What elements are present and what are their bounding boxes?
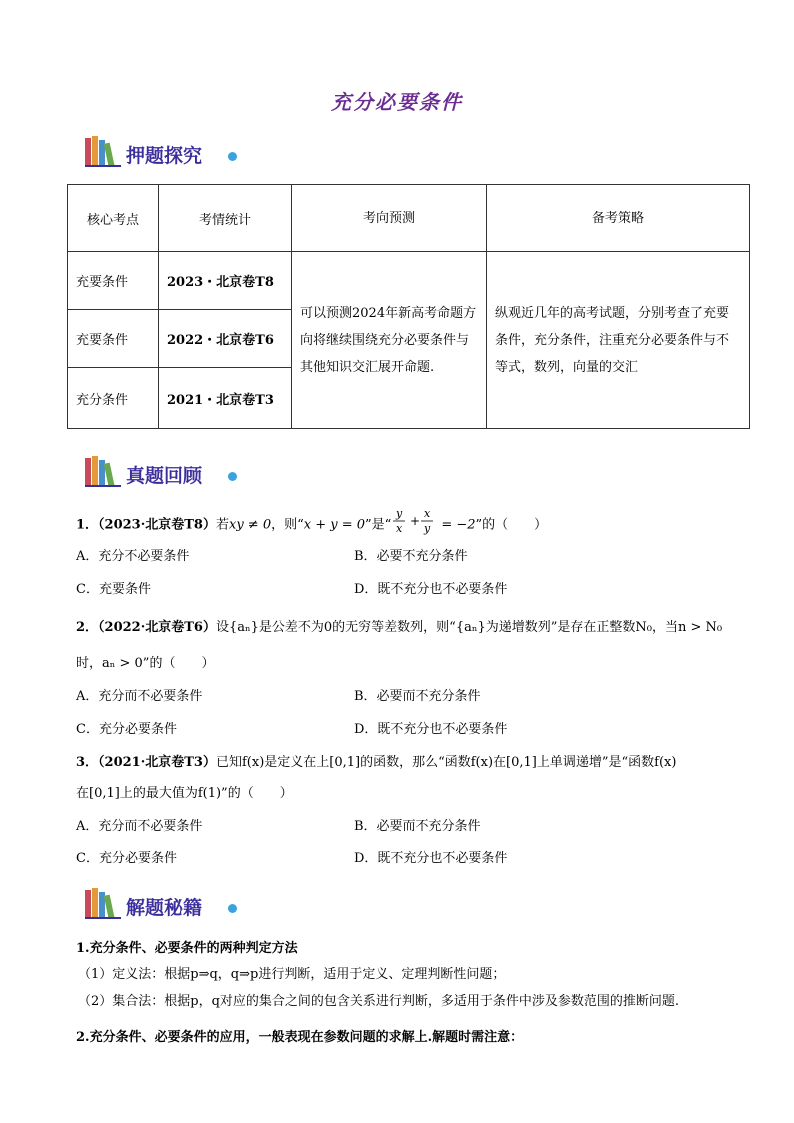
books-icon <box>84 886 124 920</box>
exam-analysis-table <box>67 184 750 429</box>
secret-para-2: （2）集合法：根据p，q对应的集合之间的包含关系进行判断，多适用于条件中涉及参数范围的推断问题. <box>78 994 680 1009</box>
option-b: B．必要不充分条件 <box>354 549 468 564</box>
option-c: C．充要条件 <box>76 582 151 597</box>
option-d: D．既不充分也不必要条件 <box>354 722 508 737</box>
header-cell: 核心考点 <box>68 185 159 252</box>
question-3 <box>76 751 676 770</box>
question-1 <box>76 508 547 542</box>
point-cell: 充要条件 <box>68 310 159 368</box>
section-dot <box>228 904 237 913</box>
question-text: 设{aₙ}是公差不为0的无穷等差数列，则“{aₙ}为递增数列”是存在正整数N₀，当n > N₀ <box>215 620 723 635</box>
stat-cell: 2022・北京卷T6 <box>159 310 292 368</box>
secret-para-1: （1）定义法：根据p⇒q，q⇒p进行判断，适用于定义、定理判断性问题； <box>78 967 506 982</box>
header-cell: 考向预测 <box>292 185 487 252</box>
section-title: 押题探究 <box>126 145 203 167</box>
question-3-line2: 在[0,1]上的最大值为f(1)”的（ ） <box>76 786 293 801</box>
question-text: 已知f(x)是定义在上[0,1]的函数，那么“函数f(x)在[0,1]上单调递增”是“函数f(x) <box>215 755 677 770</box>
math-expr: xy ≠ 0 <box>229 517 272 533</box>
question-number: 3． <box>76 755 99 770</box>
forecast-cell: 可以预测2024年新高考命题方向将继续围绕充分必要条件与其他知识交汇展开命题. <box>292 252 487 429</box>
svg-text:x: x <box>396 522 403 535</box>
stat-cell: 2021・北京卷T3 <box>159 368 292 429</box>
header-cell: 考情统计 <box>159 185 292 252</box>
question-text: ”是“ <box>365 517 392 533</box>
option-a: A．充分而不必要条件 <box>76 819 203 834</box>
stat-cell: 2023・北京卷T8 <box>159 252 292 310</box>
question-text: ，则“ <box>271 517 304 533</box>
option-d: D．既不充分也不必要条件 <box>354 582 508 597</box>
option-d: D．既不充分也不必要条件 <box>354 851 508 866</box>
section-title: 真题回顾 <box>126 465 203 487</box>
section-title: 解题秘籍 <box>126 897 203 919</box>
table-header-row <box>68 185 750 252</box>
option-b: B．必要而不充分条件 <box>354 689 481 704</box>
svg-text:x: x <box>424 507 431 520</box>
books-icon <box>84 454 124 488</box>
question-number: 1． <box>76 517 99 533</box>
svg-text:+: + <box>410 514 421 528</box>
question-source: （2021·北京卷T3） <box>98 755 216 770</box>
point-cell: 充分条件 <box>68 368 159 429</box>
option-c: C．充分必要条件 <box>76 851 177 866</box>
fraction-svg <box>391 506 441 536</box>
secret-heading-1: 1.充分条件、必要条件的两种判定方法 <box>76 941 298 956</box>
header-cell: 备考策略 <box>487 185 750 252</box>
option-c: C．充分必要条件 <box>76 722 177 737</box>
option-a: A．充分而不必要条件 <box>76 689 203 704</box>
books-icon <box>84 134 124 168</box>
question-text: ”的（ ） <box>475 517 548 533</box>
strategy-cell: 纵观近几年的高考试题，分别考查了充要条件，充分条件，注重充分必要条件与不等式，数列，向量的交汇 <box>487 252 750 429</box>
question-2 <box>76 616 722 635</box>
math-expr: x + y = 0 <box>303 517 366 533</box>
section-dot <box>228 472 237 481</box>
svg-text:y: y <box>396 507 403 520</box>
question-source: （2023·北京卷T8） <box>98 517 216 533</box>
math-expr: = −2 <box>441 517 476 533</box>
point-cell: 充要条件 <box>68 252 159 310</box>
question-2-line2: 时，aₙ > 0”的（ ） <box>76 656 215 671</box>
fraction-expr <box>391 506 441 540</box>
option-a: A．充分不必要条件 <box>76 549 190 564</box>
question-number: 2． <box>76 620 99 635</box>
question-source: （2022·北京卷T6） <box>98 620 216 635</box>
question-text: 若 <box>215 517 229 533</box>
table-row <box>68 252 750 310</box>
secret-heading-2: 2.充分条件、必要条件的应用，一般表现在参数问题的求解上.解题时需注意： <box>76 1030 524 1045</box>
svg-text:y: y <box>424 522 431 535</box>
section-dot <box>228 152 237 161</box>
option-b: B．必要而不充分条件 <box>354 819 481 834</box>
page-title: 充分必要条件 <box>331 90 463 114</box>
